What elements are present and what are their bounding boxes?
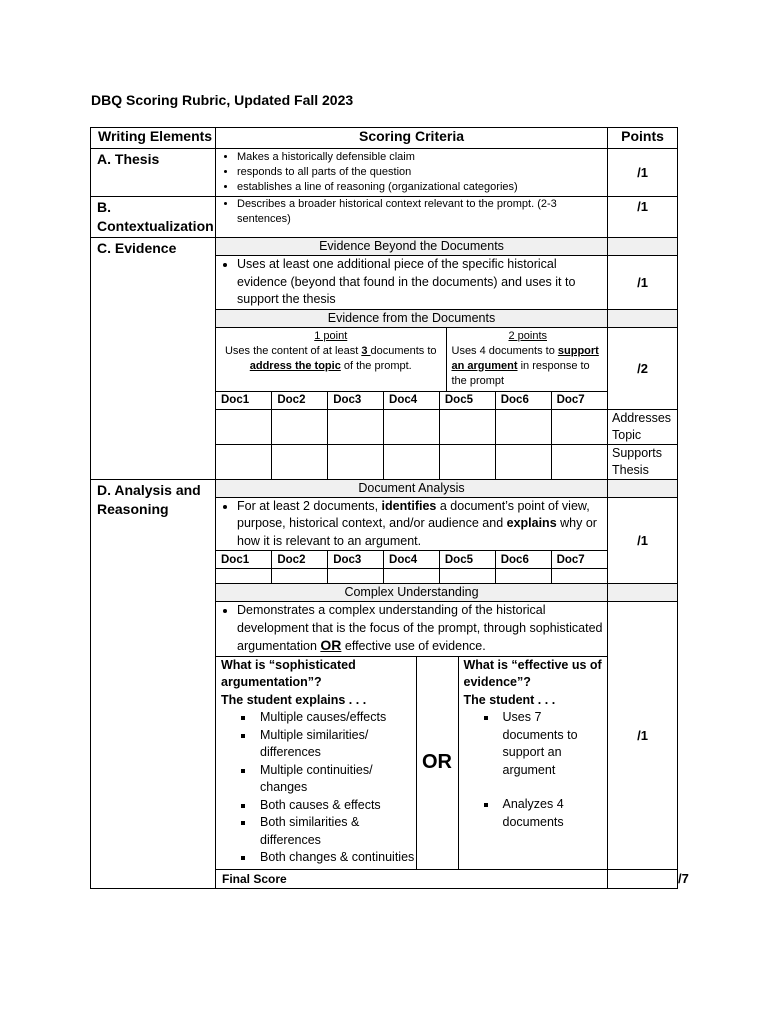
evidence-beyond-criteria — [216, 256, 608, 310]
rubric-table — [90, 127, 689, 889]
complex-options — [216, 656, 608, 869]
two-point-text: Uses 4 documents to support an argument in response to the prompt — [451, 344, 599, 387]
effective-evidence-column — [458, 656, 608, 869]
evidence-from-header-blank — [608, 309, 678, 327]
doc-column-header: Doc1 — [221, 553, 250, 566]
supports-thesis-label: Supports Thesis — [608, 444, 678, 479]
doc-check-cell[interactable] — [328, 410, 384, 444]
or-divider: OR — [416, 656, 458, 869]
one-point-level — [216, 328, 446, 391]
thesis-bullet: • Makes a historically defensible claim — [237, 150, 603, 165]
list-item: Both changes & continuities — [260, 849, 416, 867]
evidence-from-criteria — [216, 327, 608, 391]
one-point-text: Uses the content of at least 3 documents to address the topic of the prompt. — [224, 344, 437, 372]
doc-column-header: Doc7 — [551, 551, 607, 569]
thesis-row — [91, 149, 678, 197]
page-title: DBQ Scoring Rubric, Updated Fall 2023 — [91, 92, 354, 108]
doc-column-header: Doc1 — [221, 394, 250, 406]
evidence-from-header: Evidence from the Documents — [216, 309, 608, 327]
context-bullet: • Describes a broader historical context relevant to the prompt. (2-3 sentences) — [237, 197, 603, 227]
thesis-criteria — [216, 149, 608, 197]
complex-points: /1 — [608, 602, 678, 870]
thesis-bullet: • responds to all parts of the question — [237, 165, 603, 180]
doc-check-cell[interactable] — [495, 410, 551, 444]
doc-check-cell[interactable] — [216, 445, 272, 479]
list-item: Analyzes 4 documents — [503, 796, 609, 831]
addresses-topic-label: Addresses Topic — [608, 409, 678, 444]
evidence-supports-cells — [216, 444, 608, 479]
doc-check-cell[interactable] — [384, 410, 440, 444]
sophisticated-question: What is “sophisticated argumentation”? — [221, 657, 356, 689]
final-score-label: Final Score — [216, 869, 608, 888]
doc-check-cell[interactable] — [439, 569, 495, 584]
context-label-line2: Contextualization — [97, 218, 214, 234]
evidence-doc-grid-header — [216, 392, 607, 409]
doc-check-cell[interactable] — [551, 445, 607, 479]
doc-column-header: Doc3 — [328, 392, 384, 409]
thesis-points: /1 — [608, 149, 678, 197]
doc-column-header: Doc4 — [384, 392, 440, 409]
document-analysis-points: /1 — [608, 497, 678, 584]
doc-check-cell[interactable] — [551, 569, 607, 584]
doc-column-header: Doc5 — [439, 551, 495, 569]
doc-check-cell[interactable] — [439, 410, 495, 444]
two-point-level — [446, 328, 608, 391]
doc-check-cell[interactable] — [384, 569, 440, 584]
context-row — [91, 197, 678, 238]
document-analysis-header-blank — [608, 479, 678, 497]
doc-check-cell[interactable] — [328, 445, 384, 479]
complex-understanding-header-blank — [608, 584, 678, 602]
evidence-beyond-header-blank — [608, 238, 678, 256]
list-item: Multiple similarities/ differences — [260, 727, 416, 762]
thesis-label: A. Thesis — [91, 149, 216, 197]
final-score-blank[interactable] — [608, 869, 678, 888]
context-label — [91, 197, 216, 238]
list-item: Multiple continuities/ changes — [260, 762, 416, 797]
list-item: Both causes & effects — [260, 797, 416, 815]
doc-check-cell[interactable] — [216, 410, 272, 444]
evidence-label: C. Evidence — [91, 238, 216, 480]
evidence-beyond-bullet: • Uses at least one additional piece of the specific historical evidence (beyond that found in the documents) and uses it to support the thesis — [237, 256, 603, 309]
evidence-beyond-points: /1 — [608, 256, 678, 310]
evidence-beyond-header-row — [91, 238, 678, 256]
evidence-beyond-header: Evidence Beyond the Documents — [216, 238, 608, 256]
doc-column-header: Doc6 — [495, 551, 551, 569]
analysis-doc-header-row — [91, 479, 678, 497]
one-point-title: 1 point — [314, 329, 348, 342]
doc-column-header: Doc5 — [439, 392, 495, 409]
doc-check-cell[interactable] — [272, 445, 328, 479]
doc-column-header: Doc7 — [551, 392, 607, 409]
context-points: /1 — [608, 197, 678, 238]
header-points: Points — [608, 128, 678, 149]
final-row: Final Score /7 — [91, 869, 678, 888]
effective-question: What is “effective us of evidence”? — [463, 657, 602, 689]
doc-check-cell[interactable] — [384, 445, 440, 479]
context-criteria — [216, 197, 608, 238]
analysis-label-line1: D. Analysis and — [97, 481, 201, 498]
list-item: Multiple causes/effects — [260, 709, 416, 727]
doc-check-cell[interactable] — [328, 569, 384, 584]
doc-column-header: Doc3 — [328, 551, 384, 569]
list-item: Both similarities & differences — [260, 814, 416, 849]
complex-understanding-header: Complex Understanding — [216, 584, 608, 602]
list-item: Uses 7 documents to support an argument — [503, 709, 609, 779]
evidence-from-points: /2 — [608, 327, 678, 409]
sophisticated-lead: The student explains . . . — [221, 692, 367, 707]
evidence-point-levels — [216, 328, 608, 391]
document-analysis-criteria — [216, 497, 608, 584]
complex-criteria — [216, 602, 608, 870]
effective-lead: The student . . . — [463, 692, 556, 707]
analysis-label — [91, 479, 216, 888]
complex-bullet: • Demonstrates a complex understanding of the historical development that is the focus of the prompt, through sophisticated argumentation OR effective use of evidence. — [237, 602, 603, 656]
header-row — [91, 128, 678, 149]
analysis-doc-grid — [216, 550, 607, 583]
document-analysis-header: Document Analysis — [216, 479, 608, 497]
doc-check-cell[interactable] — [439, 445, 495, 479]
doc-check-cell[interactable] — [272, 569, 328, 584]
two-point-title: 2 points — [508, 329, 548, 342]
doc-check-cell[interactable] — [495, 445, 551, 479]
header-scoring-criteria: Scoring Criteria — [216, 128, 608, 149]
header-writing-elements: Writing Elements — [91, 128, 216, 149]
context-label-line1: B. — [97, 199, 111, 215]
doc-check-cell[interactable] — [216, 569, 272, 584]
sophisticated-argumentation-column — [216, 656, 416, 869]
doc-check-cell[interactable] — [272, 410, 328, 444]
doc-column-header: Doc6 — [495, 392, 551, 409]
doc-check-cell[interactable] — [551, 410, 607, 444]
evidence-addresses-cells — [216, 409, 608, 444]
doc-column-header: Doc2 — [272, 551, 328, 569]
thesis-bullet: • establishes a line of reasoning (organizational categories) — [237, 180, 603, 195]
analysis-label-line2: Reasoning — [97, 500, 169, 517]
doc-check-cell[interactable] — [495, 569, 551, 584]
document-analysis-bullet: • For at least 2 documents, identifies a document’s point of view, purpose, historical context, and/or audience and explains why or how it is relevant to an argument. — [237, 498, 603, 551]
doc-column-header: Doc4 — [384, 551, 440, 569]
evidence-doc-header — [216, 391, 608, 409]
doc-column-header: Doc2 — [272, 392, 328, 409]
